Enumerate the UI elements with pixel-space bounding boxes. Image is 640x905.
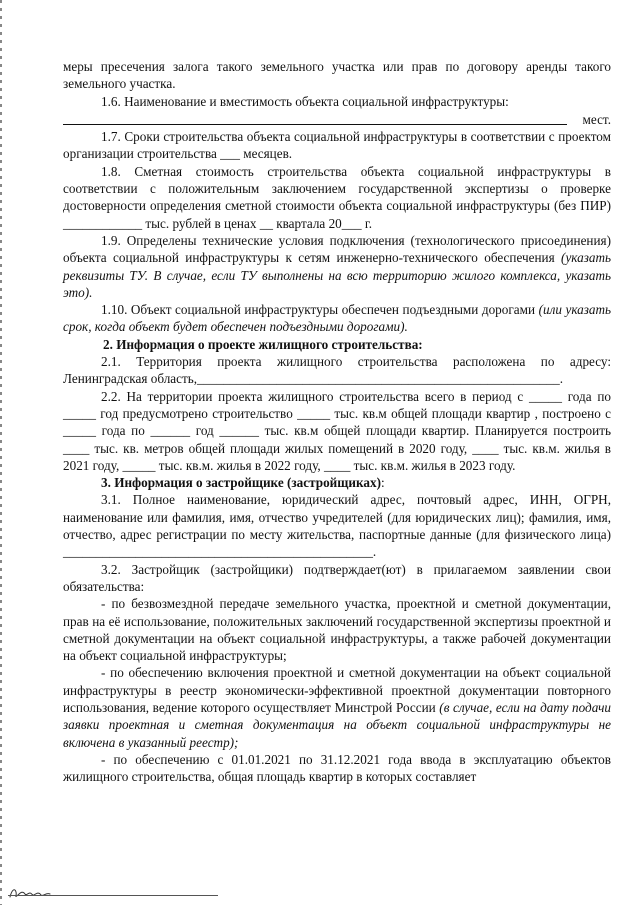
document-page bbox=[63, 58, 611, 785]
paragraph-3-2: 3.2. Застройщик (застройщики) подтверждает(ют) в прилагаемом заявлении свои обязательства: bbox=[63, 561, 611, 594]
paragraph-3-1: 3.1. Полное наименование, юридический адрес, почтовый адрес, ИНН, ОГРН, наименование или фамилия, имя, отчество учредителей (для юридических лиц); фамилия, имя, отчество, адрес регистрации по месту жительства, паспортные данные (для физического лица) _______________________________________________. bbox=[63, 492, 611, 560]
section-heading-2: 2. Информация о проекте жилищного строительства: bbox=[103, 336, 423, 352]
paragraph-1-10-note: (или указать срок, когда объект будет обеспечен подъездными дорогами). bbox=[63, 302, 612, 335]
paragraph-1-9-text: 1.9. Определены технические условия подключения (технологического присоединения) объекта социальной инфраструктуры к сетям инженерно-технического обеспечения bbox=[63, 232, 611, 266]
scan-left-edge bbox=[0, 0, 2, 905]
paragraph-2-2: 2.2. На территории проекта жилищного строительства всего в период с _____ года по _____ год предусмотрено строительство _____ тыс. кв.м общей площади квартир , построено с _____ года по ______ год ______ тыс. кв.м общей площади квартир. Планируется построить ____ тыс. кв. метров общей площади жилых помещений в 2020 году, ____ тыс. кв.м. жилья в 2021 году, _____ тыс. кв.м. жилья в 2022 году, ____ тыс. кв.м. жилья в 2023 году. bbox=[63, 388, 611, 473]
paragraph-1-6: 1.6. Наименование и вместимость объекта социальной инфраструктуры: bbox=[101, 93, 509, 109]
paragraph-1-9 bbox=[63, 232, 611, 301]
paragraph-1-10-text: 1.10. Объект социальной инфраструктуры обеспечен подъездными дорогами bbox=[101, 302, 536, 318]
bullet-2-text: - по обеспечению включения проектной и сметной документации на объект социальной инфраструктуры в реестр экономически-эффективной проектной документации повторного использования, ведение которого осуществляет Минстрой России bbox=[63, 665, 611, 715]
bullet-2-note: (в случае, если на дату подачи заявки проектная и сметная документация на объект социальной инфраструктуры не включена в указанный реестр); bbox=[63, 699, 612, 750]
handwritten-signature bbox=[8, 886, 54, 900]
section-heading-3 bbox=[63, 474, 611, 491]
bullet-3: - по обеспечению с 01.01.2021 по 31.12.2021 года ввода в эксплуатацию объектов жилищного строительства, общая площадь квартир в которых составляет bbox=[63, 751, 611, 785]
bullet-2 bbox=[63, 664, 611, 750]
paragraph-1-9-note: (указать реквизиты ТУ. В случае, если ТУ выполнены на всю территорию жилого комплекса, указать это). bbox=[63, 250, 611, 300]
fill-line-1-6 bbox=[63, 110, 611, 128]
paragraph-continuation: меры пресечения залога такого земельного участка или прав по договору аренды такого земельного участка. bbox=[63, 59, 611, 92]
paragraph-1-8: 1.8. Сметная стоимость строительства объекта социальной инфраструктуры в соответствии с положительным заключением государственной экспертизы о проверке достоверности определения сметной стоимости объекта социальной инфраструктуры (без ПИР) ____________ тыс. рублей в ценах __ квартала 20___ г. bbox=[63, 163, 611, 231]
paragraph-1-10 bbox=[63, 301, 611, 336]
unit-label: мест. bbox=[582, 111, 611, 127]
footer bbox=[8, 886, 288, 900]
paragraph-1-7: 1.7. Сроки строительства объекта социальной инфраструктуры в соответствии с проектом организации строительства ___ месяцев. bbox=[63, 129, 611, 162]
bullet-1: - по безвозмездной передаче земельного участка, проектной и сметной документации, прав на её использование, положительных заключений государственной экспертизы проектной и сметной документации на объект социальной инфраструктуры, а также рабочей документации на объект социальной инфраструктуры; bbox=[63, 596, 611, 664]
footer-rule bbox=[8, 895, 218, 896]
paragraph-2-1: 2.1. Территория проекта жилищного строительства расположена по адресу: Ленинградская область,_______________________________________________________. bbox=[63, 354, 611, 387]
heading-colon: : bbox=[380, 475, 385, 491]
section-heading-3-text: 3. Информация о застройщике (застройщиках) bbox=[101, 475, 381, 491]
